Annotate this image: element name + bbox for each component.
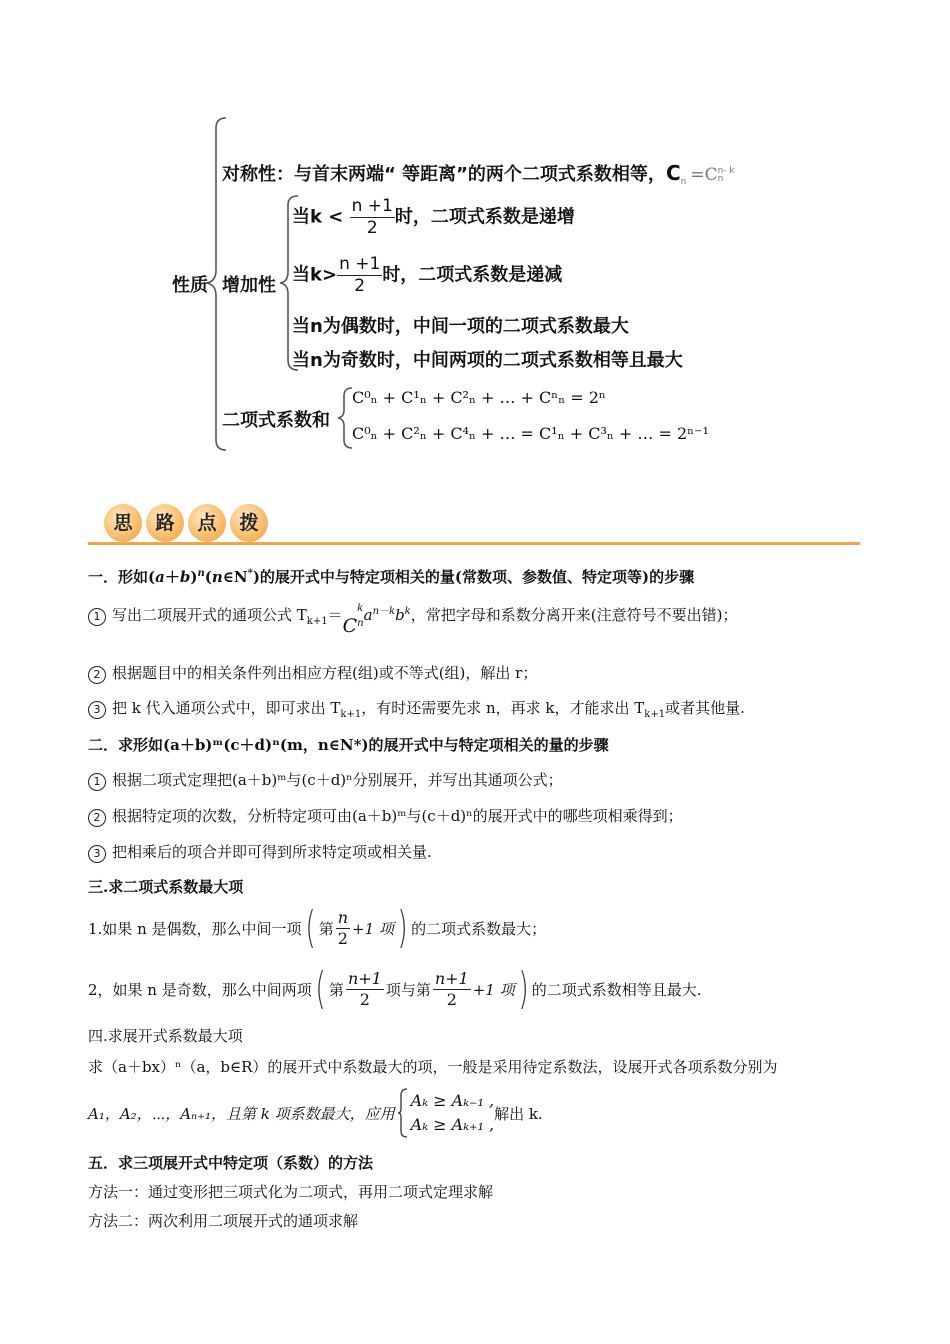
increase-row2-post: 时，二项式系数是递减 <box>382 264 563 286</box>
s4-line2-post: 解出 k. <box>494 1104 543 1123</box>
s1-heading-mid: ) <box>190 568 198 586</box>
paren-left: ( <box>315 963 326 1014</box>
increase-label: 增加性 <box>222 275 276 296</box>
symmetry-row <box>222 160 735 187</box>
s1-heading-exp: n <box>197 568 205 579</box>
s3-item2-post: 的二项式系数相等且最大. <box>531 980 702 999</box>
s5-heading: 五．求三项展开式中特定项（系数）的方法 <box>88 1154 374 1172</box>
s1-heading-b: b <box>179 568 191 586</box>
s4-heading: 四.求展开式系数最大项 <box>88 1027 243 1045</box>
banner-char-1: 思 <box>104 504 142 542</box>
s3-item1-b: +1 项 <box>352 919 394 938</box>
step-number-2: 2 <box>88 666 106 684</box>
s1-step3-c: 或者其他量. <box>665 699 745 717</box>
section-banner <box>104 504 272 542</box>
s4-line1: 求（a＋bx）ⁿ（a，b∈R）的展开式中系数最大的项，一般是采用待定系数法，设展开式各项系数分别为 <box>88 1058 778 1076</box>
s1-heading-star: * <box>247 568 253 579</box>
s1-heading-pre: 一．形如( <box>88 568 156 586</box>
s1-heading-post: )的展开式中与特定项相关的量(常数项、参数值、特定项等)的步骤 <box>252 568 695 586</box>
banner-char-3: 点 <box>188 504 226 542</box>
s3-item2-num2: n+1 <box>434 968 469 988</box>
sum-line1: C⁰ₙ + C¹ₙ + C²ₙ + … + Cⁿₙ = 2ⁿ <box>352 388 606 407</box>
system-brace <box>397 1087 409 1139</box>
s3-item1-den: 2 <box>337 928 348 948</box>
s3-item2-b: 项与第 <box>385 980 431 999</box>
increase-row2-den: 2 <box>354 276 366 296</box>
increase-row2 <box>292 256 562 295</box>
s3-item2-a: 第 <box>328 980 344 999</box>
s1-step1-a: 写出二项展开式的通项公式 T <box>112 606 307 624</box>
s3-item2-den2: 2 <box>446 989 457 1009</box>
s4-sys2: Aₖ ≥ Aₖ₊₁ , <box>410 1115 495 1134</box>
s1-step3-sub2: k+1 <box>644 709 666 720</box>
s3-item1-a: 第 <box>318 919 334 938</box>
s1-step3-sub: k+1 <box>340 709 362 720</box>
banner-char-2: 路 <box>146 504 184 542</box>
s2-heading: 二．求形如(a＋b)ᵐ(c＋d)ⁿ(m，n∈N*)的展开式中与特定项相关的量的步骤 <box>88 736 609 754</box>
step-number-1: 1 <box>88 773 106 791</box>
s1-heading-n: n <box>211 568 223 586</box>
s1-step3-b: ，有时还需要先求 n，再求 k，才能求出 T <box>361 699 645 717</box>
step-number-3: 3 <box>88 845 106 863</box>
s2-step3 <box>88 841 432 863</box>
s1-step1-b: ＝ <box>327 606 343 624</box>
s3-item2 <box>88 964 702 1014</box>
s1-step1-e: b <box>395 606 405 624</box>
step-number-1: 1 <box>88 608 106 626</box>
s5-method2: 方法二：两次利用二项展开式的通项求解 <box>88 1212 359 1230</box>
s2-step2 <box>88 805 683 827</box>
s4-sys1: Aₖ ≥ Aₖ₋₁ , <box>410 1091 495 1110</box>
s1-step1-c-sup: k <box>357 603 364 614</box>
s2-step3-text: 把相乘后的项合并即可得到所求特定项或相关量. <box>112 843 432 861</box>
increase-row1 <box>292 198 575 237</box>
s3-item2-pre: 2，如果 n 是奇数，那么中间两项 <box>88 980 312 999</box>
symmetry-c-right: =C <box>690 165 718 185</box>
s3-item1-pre: 1.如果 n 是偶数，那么中间一项 <box>88 919 302 938</box>
symmetry-sub-right: n <box>717 174 724 184</box>
s1-step1 <box>88 602 738 637</box>
symmetry-sub-left: n <box>680 177 687 187</box>
symmetry-sup: n- k <box>717 165 735 176</box>
step-number-2: 2 <box>88 809 106 827</box>
s1-step1-e-sup: k <box>404 606 411 617</box>
banner-char-4: 拨 <box>230 504 268 542</box>
s3-item2-den: 2 <box>359 989 370 1009</box>
paren-left: ( <box>304 902 316 953</box>
paren-right: ) <box>397 902 408 953</box>
increase-row1-num: n +1 <box>351 196 393 216</box>
mind-root: 性质 <box>172 275 208 296</box>
s2-step1 <box>88 769 563 791</box>
s1-step1-sub: k+1 <box>306 616 328 627</box>
increase-row2-pre: 当k> <box>292 264 338 286</box>
s1-heading-mid2: ( <box>204 568 212 586</box>
increase-row1-den: 2 <box>366 218 378 238</box>
s1-step3-a: 把 k 代入通项公式中，即可求出 T <box>112 699 341 717</box>
step-number-3: 3 <box>88 701 106 719</box>
s3-heading: 三.求二项式系数最大项 <box>88 878 244 896</box>
s1-step3 <box>88 697 745 720</box>
s1-heading <box>88 566 694 587</box>
s5-method1: 方法一：通过变形把三项式化为二项式，再用二项式定理求解 <box>88 1183 494 1201</box>
banner-rule <box>88 542 860 545</box>
increase-row2-num: n +1 <box>339 254 381 274</box>
s1-step2-text: 根据题目中的相关条件列出相应方程(组)或不等式(组)，解出 r； <box>112 664 538 682</box>
s2-step2-text: 根据特定项的次数，分析特定项可由(a＋b)ᵐ与(c＋d)ⁿ的展开式中的哪些项相乘得到； <box>112 807 683 825</box>
s1-step2 <box>88 662 537 684</box>
increase-row1-post: 时，二项式系数是递增 <box>394 206 575 228</box>
s1-step1-f: ，常把字母和系数分离开来(注意符号不要出错)； <box>410 606 738 624</box>
sum-label: 二项式系数和 <box>222 410 330 431</box>
paren-right: ) <box>518 963 529 1014</box>
s1-step1-d-sup: n－k <box>372 606 396 617</box>
s1-step1-c-sub: n <box>357 618 364 629</box>
s4-line2 <box>88 1086 543 1140</box>
s3-item2-c: +1 项 <box>472 980 515 999</box>
s1-heading-a: a <box>155 568 165 586</box>
s3-item1 <box>88 904 546 952</box>
increase-row3: 当n为偶数时，中间一项的二项式系数最大 <box>292 316 629 337</box>
s1-step1-d: a <box>363 606 373 624</box>
s1-step1-c: C <box>342 615 358 637</box>
sum-line2: C⁰ₙ + C²ₙ + C⁴ₙ + … = C¹ₙ + C³ₙ + … = 2ⁿ⁻¹ <box>352 424 709 443</box>
increase-row1-pre: 当k < <box>292 206 344 228</box>
s3-item1-post: 的二项式系数最大； <box>411 919 547 938</box>
symmetry-label: 对称性：与首末两端“ 等距离”的两个二项式系数相等， <box>222 164 666 185</box>
increase-row4: 当n为奇数时，中间两项的二项式系数相等且最大 <box>292 350 683 371</box>
s3-item2-num: n+1 <box>347 968 382 988</box>
s1-heading-in: ∈N <box>222 568 248 586</box>
symmetry-c-left: C <box>665 161 681 185</box>
s1-heading-plus: ＋ <box>164 568 180 586</box>
s2-step1-text: 根据二项式定理把(a＋b)ᵐ与(c＋d)ⁿ分别展开，并写出其通项公式； <box>112 771 563 789</box>
s3-item1-num: n <box>337 907 349 927</box>
s4-line2-pre: A₁，A₂，⋯，Aₙ₊₁，且第 k 项系数最大，应用 <box>88 1104 395 1123</box>
